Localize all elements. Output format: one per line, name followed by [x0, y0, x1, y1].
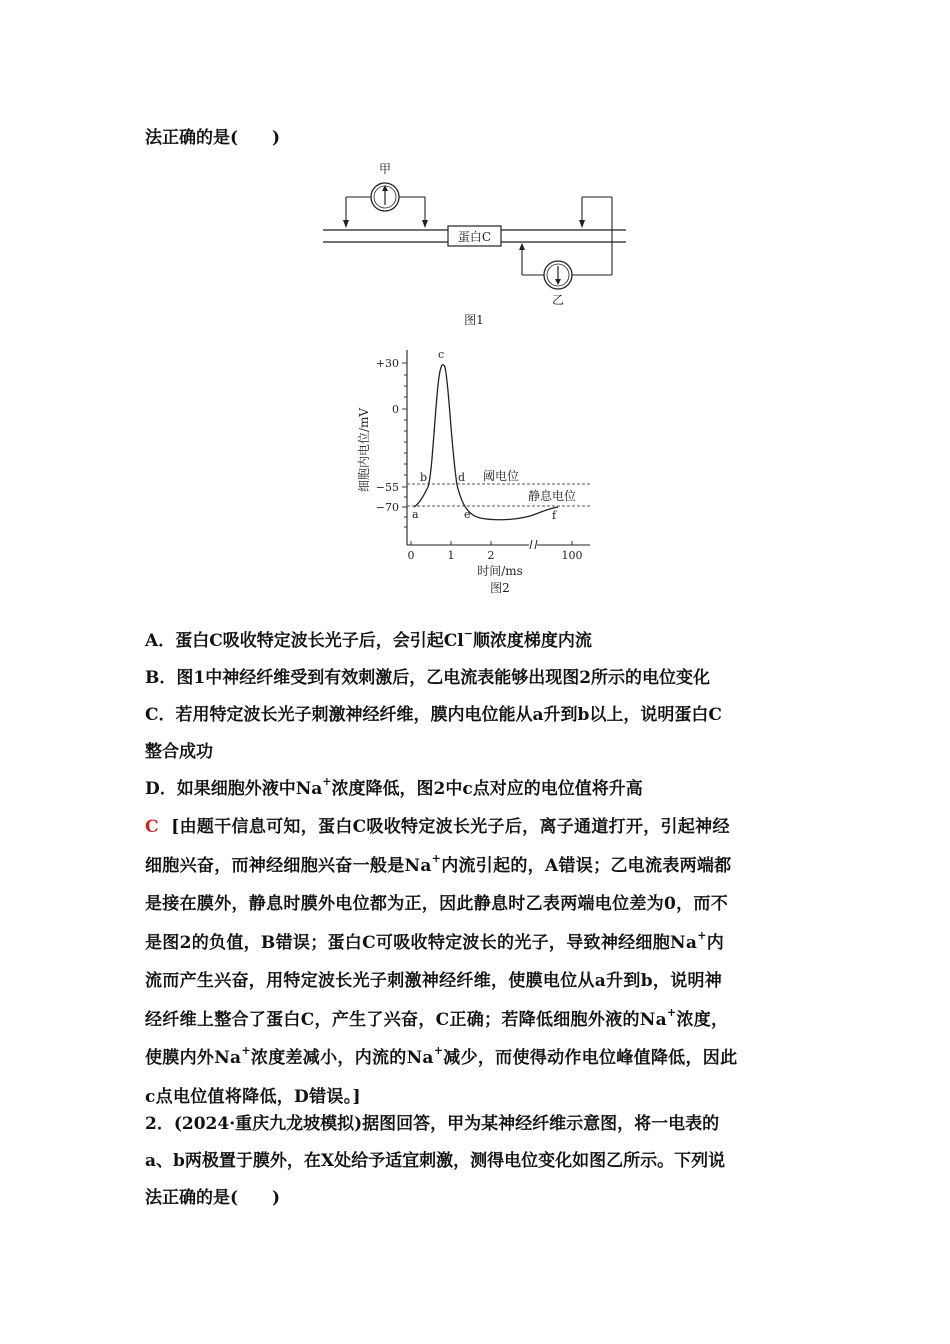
answer-letter: C	[145, 817, 159, 837]
point-e: e	[464, 508, 471, 521]
x-tick-1: 1	[447, 549, 455, 562]
resting-label: 静息电位	[528, 489, 577, 503]
option-b: B．图1中神经纤维受到有效刺激后，乙电流表能够出现图2所示的电位变化	[145, 668, 711, 688]
threshold-label: 阈电位	[483, 469, 520, 483]
x-tick-2: 2	[487, 549, 495, 562]
option-a: A．蛋白C吸收特定波长光子后，会引起Cl−顺浓度梯度内流	[145, 627, 592, 651]
y-tick-55: −55	[375, 481, 399, 494]
x-tick-marks	[411, 541, 572, 545]
protein-c-label: 蛋白C	[457, 230, 492, 244]
y-tick-marks	[402, 363, 407, 527]
y-tick-0: 0	[392, 403, 399, 416]
figure-1-caption: 图1	[464, 313, 484, 327]
y-axis-label: 细胞内电位/mV	[357, 407, 371, 493]
point-f: f	[552, 509, 557, 522]
x-axis-label: 时间/ms	[477, 564, 523, 578]
question-2: 2．(2024·重庆九龙坡模拟)据图回答，甲为某神经纤维示意图，将一电表的 a、b两极置于膜外，在X处给予适宜刺激，测得电位变化如图乙所示。下列说 法正确的是( )	[145, 1114, 726, 1208]
x-tick-0: 0	[407, 549, 415, 562]
point-a: a	[412, 508, 419, 521]
y-tick-70: −70	[375, 501, 399, 514]
meter-yi-label: 乙	[551, 293, 565, 307]
figure-2	[350, 345, 610, 600]
option-c: C．若用特定波长光子刺激神经纤维，膜内电位能从a升到b以上，说明蛋白C 整合成功	[145, 705, 722, 762]
meter-jia-label: 甲	[378, 162, 392, 176]
point-b: b	[420, 471, 428, 484]
x-axis-break	[529, 540, 537, 550]
answer-explanation: C [由题干信息可知，蛋白C吸收特定波长光子后，离子通道打开，引起神经 细胞兴奋，而神经细胞兴奋一般是Na+内流引起的，A错误；乙电流表两端都 是接在膜外，静息时膜外电位都为正，因此静息时乙表两端电位差为0，而不 是图2的负值，B错误；蛋白C可吸收特定波长的光子，导致神经细胞Na+内 流而产生兴奋，用特定波长光子刺激神经纤维，使膜电位从a升到b，说明神 经纤维上整合了蛋白C，产生了兴奋，C正确；若降低细胞外液的Na+浓度， 使膜内外Na+浓度差减小，内流的Na+减少，而使得动作电位峰值降低，因此 c点电位值将降低，D错误。]	[145, 817, 738, 1107]
option-d: D．如果细胞外液中Na+浓度降低，图2中c点对应的电位值将升高	[145, 775, 643, 799]
figure-2-caption: 图2	[490, 581, 510, 595]
y-tick-30: +30	[375, 357, 399, 370]
figure-1	[318, 158, 638, 333]
top-line: 法正确的是( )	[145, 128, 281, 148]
point-d: d	[458, 471, 466, 484]
x-tick-100: 100	[561, 549, 583, 562]
point-c: c	[438, 348, 445, 361]
